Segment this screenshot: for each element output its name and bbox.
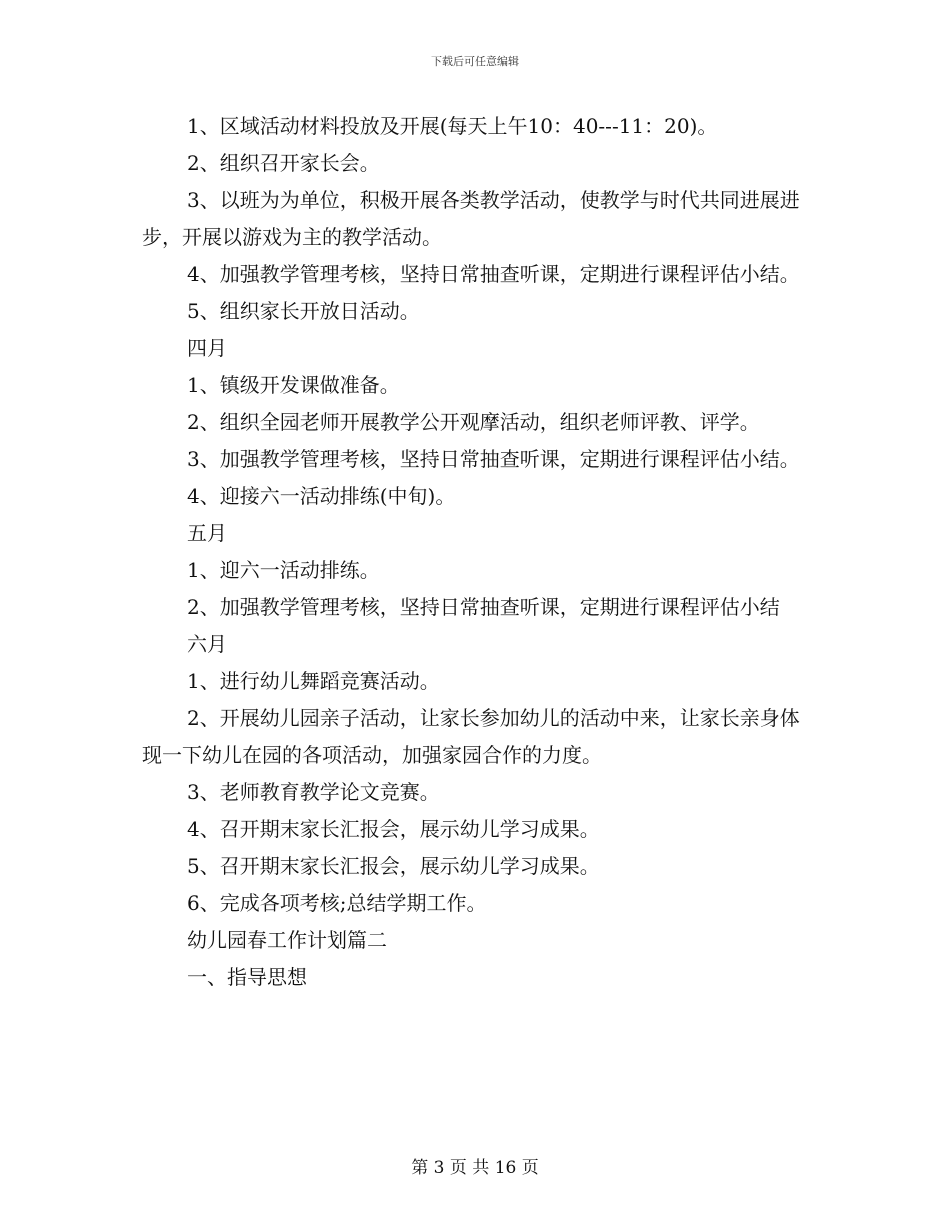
paragraph: 2、加强教学管理考核，坚持日常抽查听课，定期进行课程评估小结 (187, 595, 780, 619)
document-body (142, 108, 812, 996)
paragraph: 5、召开期末家长汇报会，展示幼儿学习成果。 (187, 854, 600, 878)
section-title: 幼儿园春工作计划篇二 (187, 928, 387, 952)
section-heading-june: 六月 (187, 632, 227, 656)
paragraph: 1、区域活动材料投放及开展(每天上午10：40---11：20)。 (187, 114, 718, 138)
paragraph: 1、进行幼儿舞蹈竞赛活动。 (187, 669, 440, 693)
paragraph: 2、组织召开家长会。 (187, 151, 380, 175)
paragraph: 4、加强教学管理考核，坚持日常抽查听课，定期进行课程评估小结。 (187, 262, 800, 286)
page-number: 第 3 页 共 16 页 (411, 1158, 539, 1178)
paragraph: 3、以班为为单位，积极开展各类教学活动，使教学与时代共同进展进步，开展以游戏为主的教学活动。 (142, 188, 800, 249)
section-heading-april: 四月 (187, 336, 227, 360)
paragraph: 1、镇级开发课做准备。 (187, 373, 400, 397)
paragraph: 3、加强教学管理考核，坚持日常抽查听课，定期进行课程评估小结。 (187, 447, 800, 471)
paragraph: 1、迎六一活动排练。 (187, 558, 380, 582)
paragraph: 5、组织家长开放日活动。 (187, 299, 420, 323)
paragraph: 6、完成各项考核;总结学期工作。 (187, 891, 487, 915)
page-header: 下载后可任意编辑 (431, 55, 519, 68)
paragraph: 2、开展幼儿园亲子活动，让家长参加幼儿的活动中来，让家长亲身体现一下幼儿在园的各项活动，加强家园合作的力度。 (142, 706, 800, 767)
paragraph: 4、召开期末家长汇报会，展示幼儿学习成果。 (187, 817, 600, 841)
paragraph: 2、组织全园老师开展教学公开观摩活动，组织老师评教、评学。 (187, 410, 760, 434)
paragraph: 3、老师教育教学论文竞赛。 (187, 780, 440, 804)
section-heading-may: 五月 (187, 521, 227, 545)
section-heading-guiding-ideology: 一、指导思想 (187, 965, 307, 989)
paragraph: 4、迎接六一活动排练(中旬)。 (187, 484, 456, 508)
